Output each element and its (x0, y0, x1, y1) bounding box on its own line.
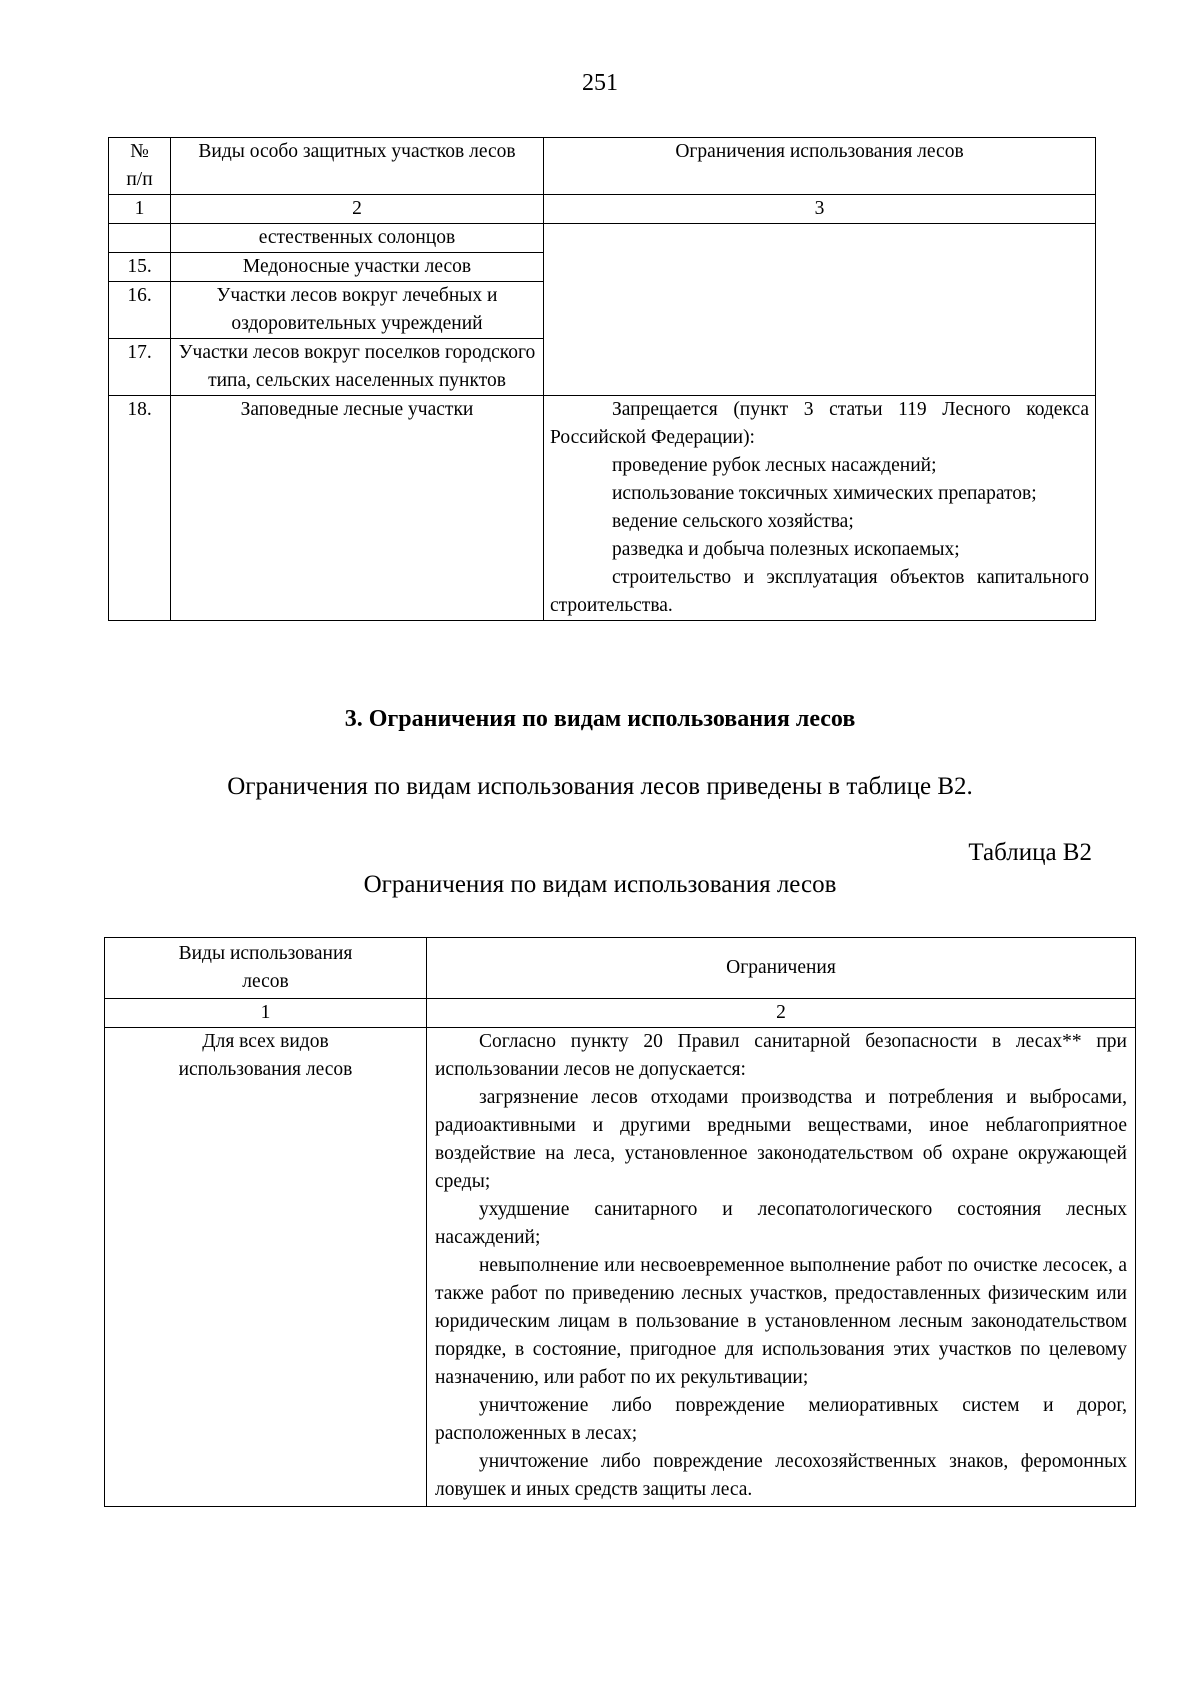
row-area-name: Участки лесов вокруг поселков городского типа, сельских населенных пунктов (171, 339, 544, 396)
column-number: 1 (105, 999, 427, 1028)
row-number: 16. (109, 282, 171, 339)
protected-areas-table (108, 137, 1096, 621)
restriction-text: Согласно пункту 20 Правил санитарной безопасности в лесах** при использовании лесов не допускается: (435, 1031, 1127, 1080)
row-number: 15. (109, 253, 171, 282)
restriction-item: использование токсичных химических препаратов; (612, 483, 1037, 504)
header-num: № п/п (109, 138, 171, 195)
restriction-item: строительство и эксплуатация объектов капитального строительства. (550, 567, 1089, 616)
restriction-item: ведение сельского хозяйства; (612, 511, 854, 532)
row-area-name: Медоносные участки лесов (171, 253, 544, 282)
column-number: 1 (109, 195, 171, 224)
restriction-item: разведка и добыча полезных ископаемых; (612, 539, 960, 560)
header-usage-type: Виды использования лесов (105, 938, 427, 999)
column-number: 3 (544, 195, 1096, 224)
column-number: 2 (427, 999, 1136, 1028)
row-number: 17. (109, 339, 171, 396)
table-label: Таблица В2 (968, 839, 1092, 866)
restriction-text: Запрещается (пункт 3 статьи 119 Лесного кодекса Российской Федерации): (550, 399, 1089, 448)
row-number (109, 224, 171, 253)
column-numbers-row (105, 999, 1136, 1028)
row-usage-type: Для всех видов использования лесов (105, 1028, 427, 1507)
column-number: 2 (171, 195, 544, 224)
row-restrictions (544, 396, 1096, 621)
row-restrictions (427, 1028, 1136, 1507)
table-row (109, 224, 1096, 253)
table-header-row (105, 938, 1136, 999)
header-restrictions: Ограничения использования лесов (544, 138, 1096, 195)
row-number: 18. (109, 396, 171, 621)
restriction-item: загрязнение лесов отходами производства и потребления и выбросами, радиоактивными и другими вредными веществами, иное неблагоприятное воздействие на леса, установленное законодательством об охране окружающей среды; (435, 1087, 1127, 1192)
table-header-row (109, 138, 1096, 195)
page-number: 251 (582, 70, 618, 96)
restriction-item: проведение рубок лесных насаждений; (612, 455, 937, 476)
restriction-item: уничтожение либо повреждение лесохозяйственных знаков, феромонных ловушек и иных средств защиты леса. (435, 1451, 1127, 1500)
row-area-name: Заповедные лесные участки (171, 396, 544, 621)
section-title: 3. Ограничения по видам использования лесов (344, 706, 856, 732)
header-area-type: Виды особо защитных участков лесов (171, 138, 544, 195)
row-restrictions-empty (544, 224, 1096, 396)
column-numbers-row (109, 195, 1096, 224)
table-row (109, 396, 1096, 621)
restriction-item: ухудшение санитарного и лесопатологического состояния лесных насаждений; (435, 1199, 1127, 1248)
restriction-item: невыполнение или несвоевременное выполнение работ по очистке лесосек, а также работ по приведению лесных участков, предоставленных физическим или юридическим лицам в пользование в установленном лесным законодательством порядке, в состояние, пригодное для использования этих участков по целевому назначению, или работ по их рекультивации; (435, 1255, 1127, 1388)
row-area-name: Участки лесов вокруг лечебных и оздоровительных учреждений (171, 282, 544, 339)
table-row (105, 1028, 1136, 1507)
section-intro: Ограничения по видам использования лесов приведены в таблице В2. (227, 773, 973, 800)
restriction-item: уничтожение либо повреждение мелиоративных систем и дорог, расположенных в лесах; (435, 1395, 1127, 1444)
table-caption: Ограничения по видам использования лесов (363, 871, 837, 898)
row-area-name: естественных солонцов (171, 224, 544, 253)
header-restrictions: Ограничения (427, 938, 1136, 999)
usage-restrictions-table (104, 937, 1136, 1507)
